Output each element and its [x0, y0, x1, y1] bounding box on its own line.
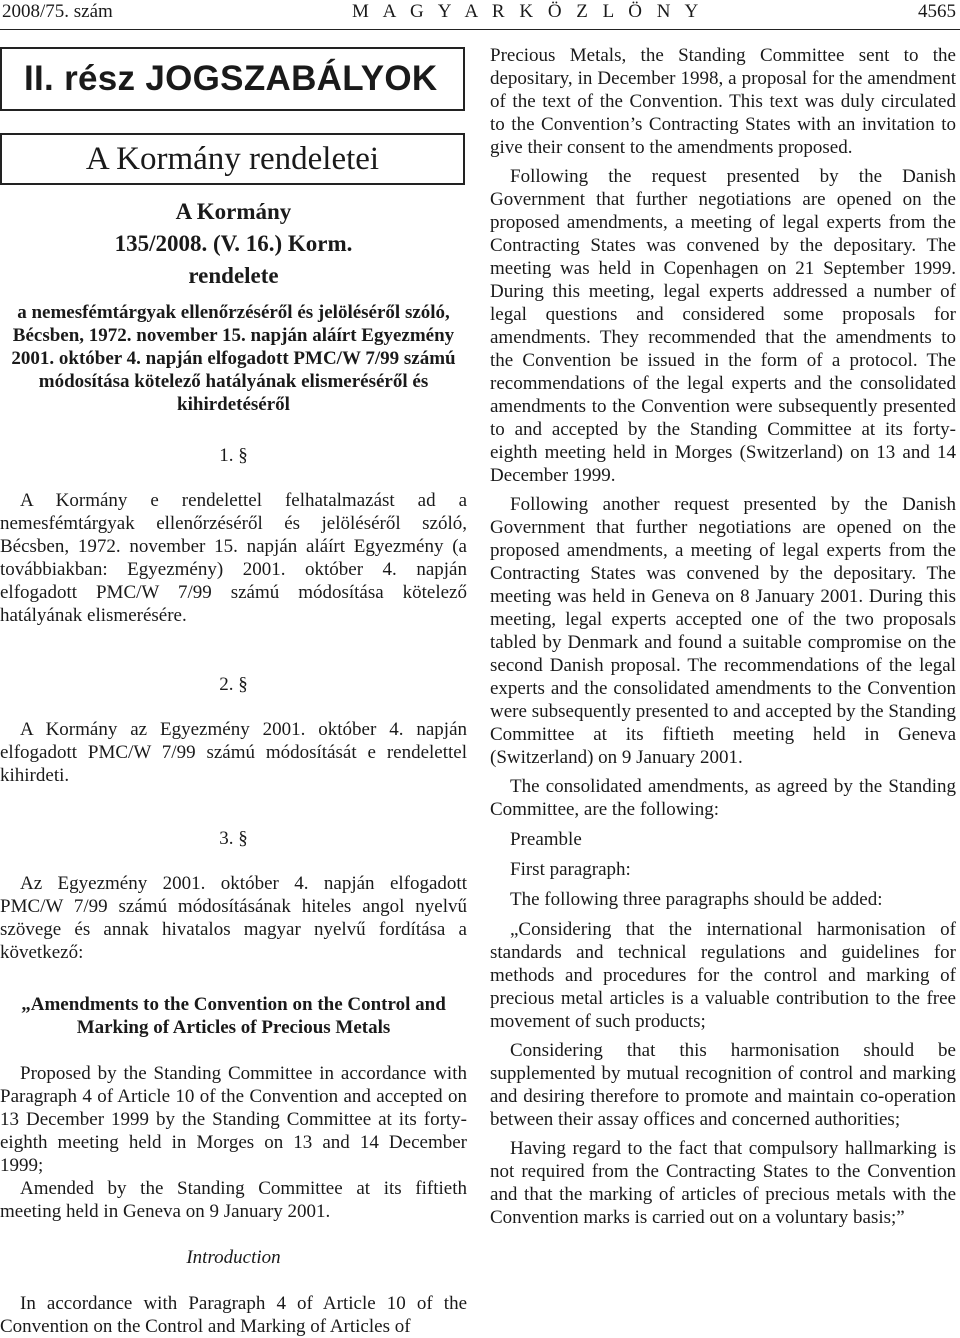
page-header [0, 0, 960, 28]
amendments-title: „Amendments to the Convention on the Control and Marking of Articles of Precious Metals [21, 994, 446, 1038]
decree-type: rendelete [188, 263, 279, 288]
paragraph-geneva: Following another request presented by the Danish Government that further negotiations are opened on the proposed amendments, a meeting of legal experts from the Contracting States was convened by the depositary. The meeting was held in Geneva on 8 January 2001. During this meeting, legal experts accepted one of the two proposals tabled by Denmark and found a suitable compromise on the second Danish proposal. The recommendations of the legal experts and the consolidated amendments to the Convention were subsequently presented to and accepted by the Standing Committee at its fiftieth meeting held in Geneva (Switzerland) on 9 January 2001. [490, 494, 956, 768]
header-rule [0, 29, 960, 30]
amended-paragraph: Amended by the Standing Committee at its fiftieth meeting held in Geneva on 9 January 2001. [0, 1178, 467, 1222]
added-paragraphs-label: The following three paragraphs should be added: [510, 889, 883, 910]
proposed-paragraph: Proposed by the Standing Committee in accordance with Paragraph 4 of Article 10 of the Convention and accepted on 13 December 1999 by the Standing Committee at its forty-eighth meeting held in Morges on 13 and 14 December 1999; [0, 1063, 467, 1176]
journal-title: M A G Y A R K Ö Z L Ö N Y [352, 1, 704, 22]
decree-heading [0, 196, 467, 416]
section-1-heading: 1. § [219, 445, 248, 466]
first-paragraph-label: First paragraph: [510, 859, 631, 880]
section-2-heading: 2. § [219, 674, 248, 695]
page-number: 4565 [918, 1, 956, 22]
paragraph-depositary: Precious Metals, the Standing Committee sent to the depositary, in December 1998, a proposal for the amendment of the text of the Convention. This text was duly circulated to the Convention’s Contracting States with an invitation to give their consent to the amendments proposed. [490, 45, 956, 158]
section-2-text: A Kormány az Egyezmény 2001. október 4. napján elfogadott PMC/W 7/99 számú módosítását e rendelettel kihirdeti. [0, 719, 467, 786]
decree-number: 135/2008. (V. 16.) Korm. [114, 231, 353, 256]
section-3-heading: 3. § [219, 828, 248, 849]
introduction-heading: Introduction [186, 1247, 281, 1268]
paragraph-consolidated: The consolidated amendments, as agreed by the Standing Committee, are the following: [490, 776, 956, 820]
decree-subject: a nemesfémtárgyak ellenőrzéséről és jelöléséről szóló, Bécsben, 1972. november 15. napján aláírt Egyezmény 2001. október 4. napján elfogadott PMC/W 7/99 számú módosítása kötelező hatályának elismeréséről és kihirdetéséről [11, 302, 456, 415]
left-column [0, 47, 467, 1338]
introduction-text: In accordance with Paragraph 4 of Article 10 of the Convention on the Control and Marking of Articles of [0, 1293, 467, 1337]
decree-issuer: A Kormány [175, 199, 292, 224]
right-column [490, 44, 956, 1229]
part-title-box [0, 47, 465, 111]
paragraph-copenhagen: Following the request presented by the Danish Government that further negotiations are opened on the proposed amendments, a meeting of legal experts from the Contracting States was convened by the depositary. The meeting was held in Copenhagen on 21 September 1999. During this meeting, legal experts addressed a number of legal questions and considered some proposals for amendments. They recommended that the amendments to the Convention be issued in the form of a protocol. The recommendations of the legal experts and the consolidated amendments to the Convention were subsequently presented to and accepted by the Standing Committee at its forty-eighth meeting held in Morges (Switzerland) on 13 and 14 December 1999. [490, 166, 956, 486]
considering-recognition: Considering that this harmonisation should be supplemented by mutual recognition of control and marking and desiring therefore to promote and maintain co-operation between their assay offices and concerned authorities; [490, 1040, 956, 1130]
section-1-text: A Kormány e rendelettel felhatalmazást ad a nemesfémtárgyak ellenőrzéséről és jelöléséről szóló, Bécsben, 1972. november 15. napján aláírt Egyezmény (a továbbiakban: Egyezmény) 2001. október 4. napján elfogadott PMC/W 7/99 számú módosítása kötelező hatályának elismerésére. [0, 490, 467, 626]
considering-harmonisation: „Considering that the international harmonisation of standards and technical regulations and guidelines for methods and procedures for the control and marking of precious metal articles is a valuable contribution to the free movement of such products; [490, 919, 956, 1032]
preamble-label: Preamble [510, 829, 582, 850]
section-3-text: Az Egyezmény 2001. október 4. napján elfogadott PMC/W 7/99 számú módosításának hiteles angol nyelvű szövege és annak hivatalos magyar nyelvű fordítása a következő: [0, 873, 467, 963]
having-regard-hallmarking: Having regard to the fact that compulsory hallmarking is not required from the Contracting States to the Convention and that the marking of articles of precious metals with the Convention marks is carried out on a voluntary basis;” [490, 1138, 956, 1228]
issue-number: 2008/75. szám [2, 1, 113, 22]
gov-decrees-box: A Kormány rendeletei [0, 133, 465, 185]
part-title: II. rész JOGSZABÁLYOK [24, 59, 438, 98]
